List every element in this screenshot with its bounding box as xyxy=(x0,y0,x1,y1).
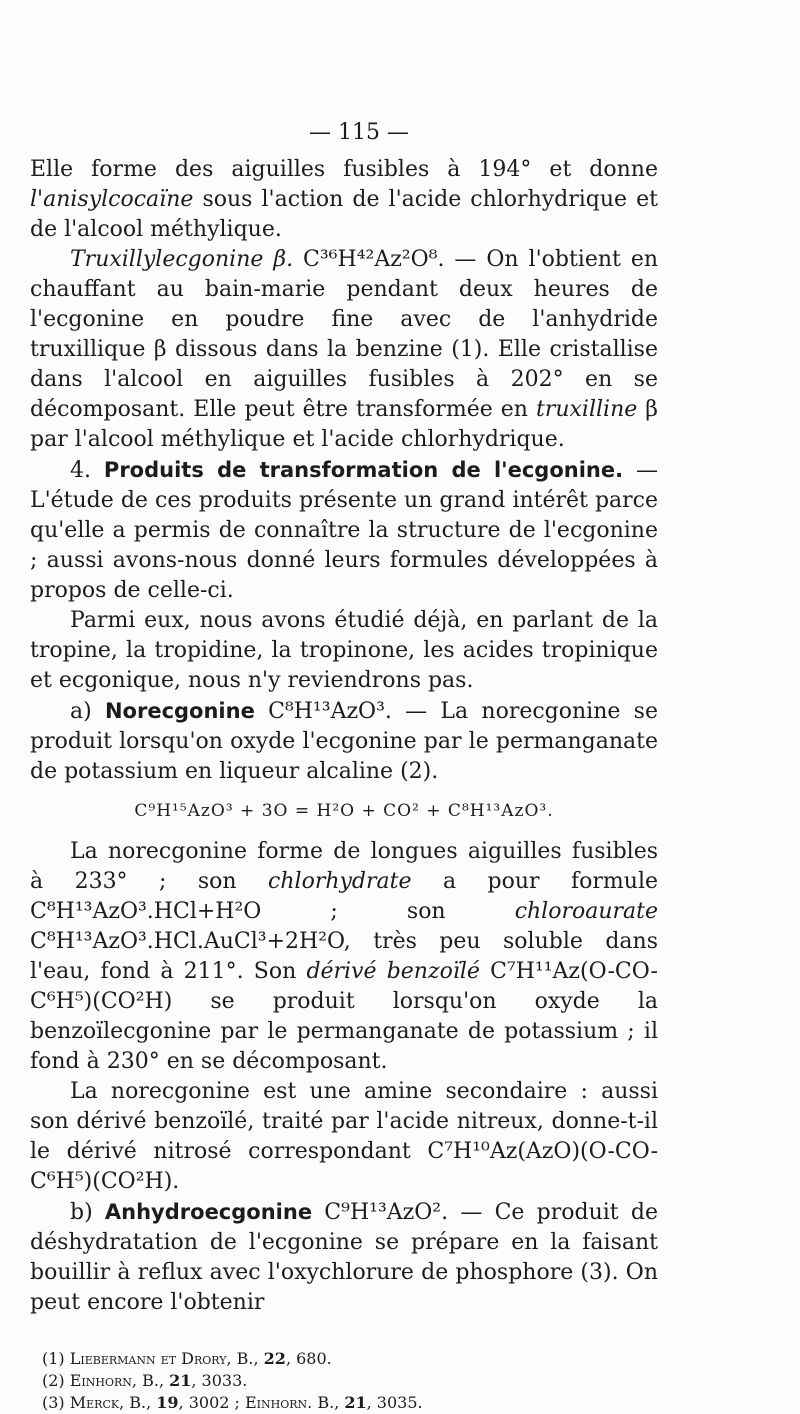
text: — L'étude de ces produits présente un grand intérêt parce qu'elle a permis de connaître la structure de l'ecgonine ; aussi avons-nous donné leurs formules développées à propos de celle-ci. xyxy=(30,458,658,603)
footnote-volume: 19 xyxy=(156,1393,179,1412)
subsection-heading: Anhydroecgonine xyxy=(104,1200,313,1224)
paragraph-anisylcocaine xyxy=(30,155,658,245)
subsection-label: a) xyxy=(70,699,105,724)
footnote-volume: 22 xyxy=(263,1349,286,1368)
compound-name: Truxillylecgonine β. xyxy=(70,247,294,272)
text: β par l'alcool méthylique et l'acide chlorhydrique. xyxy=(30,397,659,452)
text: sous l'action de l'acide chlorhydrique et de l'alcool méthylique. xyxy=(30,187,658,242)
footnote-number: (2) xyxy=(42,1371,70,1390)
subsection-heading: Norecgonine xyxy=(104,699,255,723)
paragraph-previous-products: Parmi eux, nous avons étudié déjà, en parlant de la tropine, la tropidine, la tropinone, les acides tropinique et ecgonique, nous n'y reviendrons pas. xyxy=(30,608,658,693)
footnote-page: , 3035. xyxy=(366,1393,423,1412)
compound-name: dérivé benzoïlé xyxy=(306,959,480,984)
text: C⁸H¹³AzO³. — La norecgonine se produit lorsqu'on oxyde l'ecgonine par le permanganate de potassium en liqueur alcaline (2). xyxy=(30,699,658,784)
section-heading: Produits de transformation de l'ecgonine. xyxy=(103,458,624,482)
compound-name: truxilline xyxy=(535,397,638,422)
paragraph-norecgonine xyxy=(30,696,658,787)
footnotes xyxy=(30,1348,658,1414)
paragraph-truxillylecgonine xyxy=(30,245,658,455)
footnote-ref: , B., xyxy=(131,1371,170,1390)
page-number: — 115 — xyxy=(309,120,409,145)
text: a pour formule C⁸H¹³AzO³.HCl+H²O ; son xyxy=(30,869,658,924)
footnote-number: (3) xyxy=(42,1393,70,1412)
subsection-label: b) xyxy=(70,1200,105,1225)
text: C⁹H¹³AzO². — Ce produit de déshydratation de l'ecgonine se prépare en la faisant bouillir à reflux avec l'oxychlorure de phosphore (3). On peut encore l'obtenir xyxy=(30,1200,658,1315)
paragraph-anhydroecgonine xyxy=(30,1197,658,1318)
footnote xyxy=(42,1348,658,1370)
text: Elle forme des aiguilles fusibles à 194° et donne xyxy=(30,157,658,182)
footnote-ref: , B., xyxy=(119,1393,157,1412)
text: C⁷H¹¹Az(O-CO-C⁶H⁵)(CO²H) se produit lorsqu'on oxyde la benzoïlecgonine par le permanganate de potassium ; il fond à 230° en se décomposant. xyxy=(30,959,658,1074)
footnote xyxy=(42,1370,658,1392)
text: C³⁶H⁴²Az²O⁸. — On l'obtient en chauffant au bain-marie pendant deux heures de l'ecgonine en poudre fine avec de l'anhydride truxillique β dissous dans la benzine (1). Elle cristallise dans l'alcool en aiguilles fusibles à 202° en se décomposant. Elle peut être transformée en xyxy=(30,247,659,422)
compound-name: chloroaurate xyxy=(514,899,658,924)
footnote-page: , 3033. xyxy=(191,1371,248,1390)
text: C⁸H¹³AzO³.HCl.AuCl³+2H²O, très peu soluble dans l'eau, fond à 211°. Son xyxy=(30,929,658,984)
footnote-page: , 3002 ; xyxy=(178,1393,245,1412)
compound-name: chlorhydrate xyxy=(268,869,412,894)
footnote-author: Liebermann et Drory xyxy=(69,1349,227,1368)
compound-name: l'anisylcocaïne xyxy=(30,187,194,212)
footnote-number: (1) xyxy=(42,1349,70,1368)
section-heading-paragraph xyxy=(30,455,658,606)
footnote-volume: 21 xyxy=(169,1371,192,1390)
footnote-volume: 21 xyxy=(344,1393,367,1412)
section-number: 4. xyxy=(70,458,104,483)
chemical-equation: C⁹H¹⁵AzO³ + 3O = H²O + CO² + C⁸H¹³AzO³. xyxy=(134,801,554,821)
footnote xyxy=(42,1392,658,1414)
footnote-ref: . B., xyxy=(307,1393,345,1412)
document-page xyxy=(30,120,658,1414)
footnote-author: Einhorn xyxy=(245,1393,308,1412)
paragraph-secondary-amine: La norecgonine est une amine secondaire : aussi son dérivé benzoïlé, traité par l'acide nitreux, donne-t-il le dérivé nitrosé correspondant C⁷H¹⁰Az(AzO)(O-CO-C⁶H⁵)(CO²H). xyxy=(30,1079,658,1194)
footnote-author: Merck xyxy=(69,1393,120,1412)
paragraph-norecgonine-derivatives xyxy=(30,837,658,1077)
footnote-ref: , B., xyxy=(226,1349,264,1368)
footnote-page: , 680. xyxy=(285,1349,332,1368)
text: La norecgonine forme de longues aiguilles fusibles à 233° ; son xyxy=(30,839,658,894)
footnote-author: Einhorn xyxy=(69,1371,132,1390)
